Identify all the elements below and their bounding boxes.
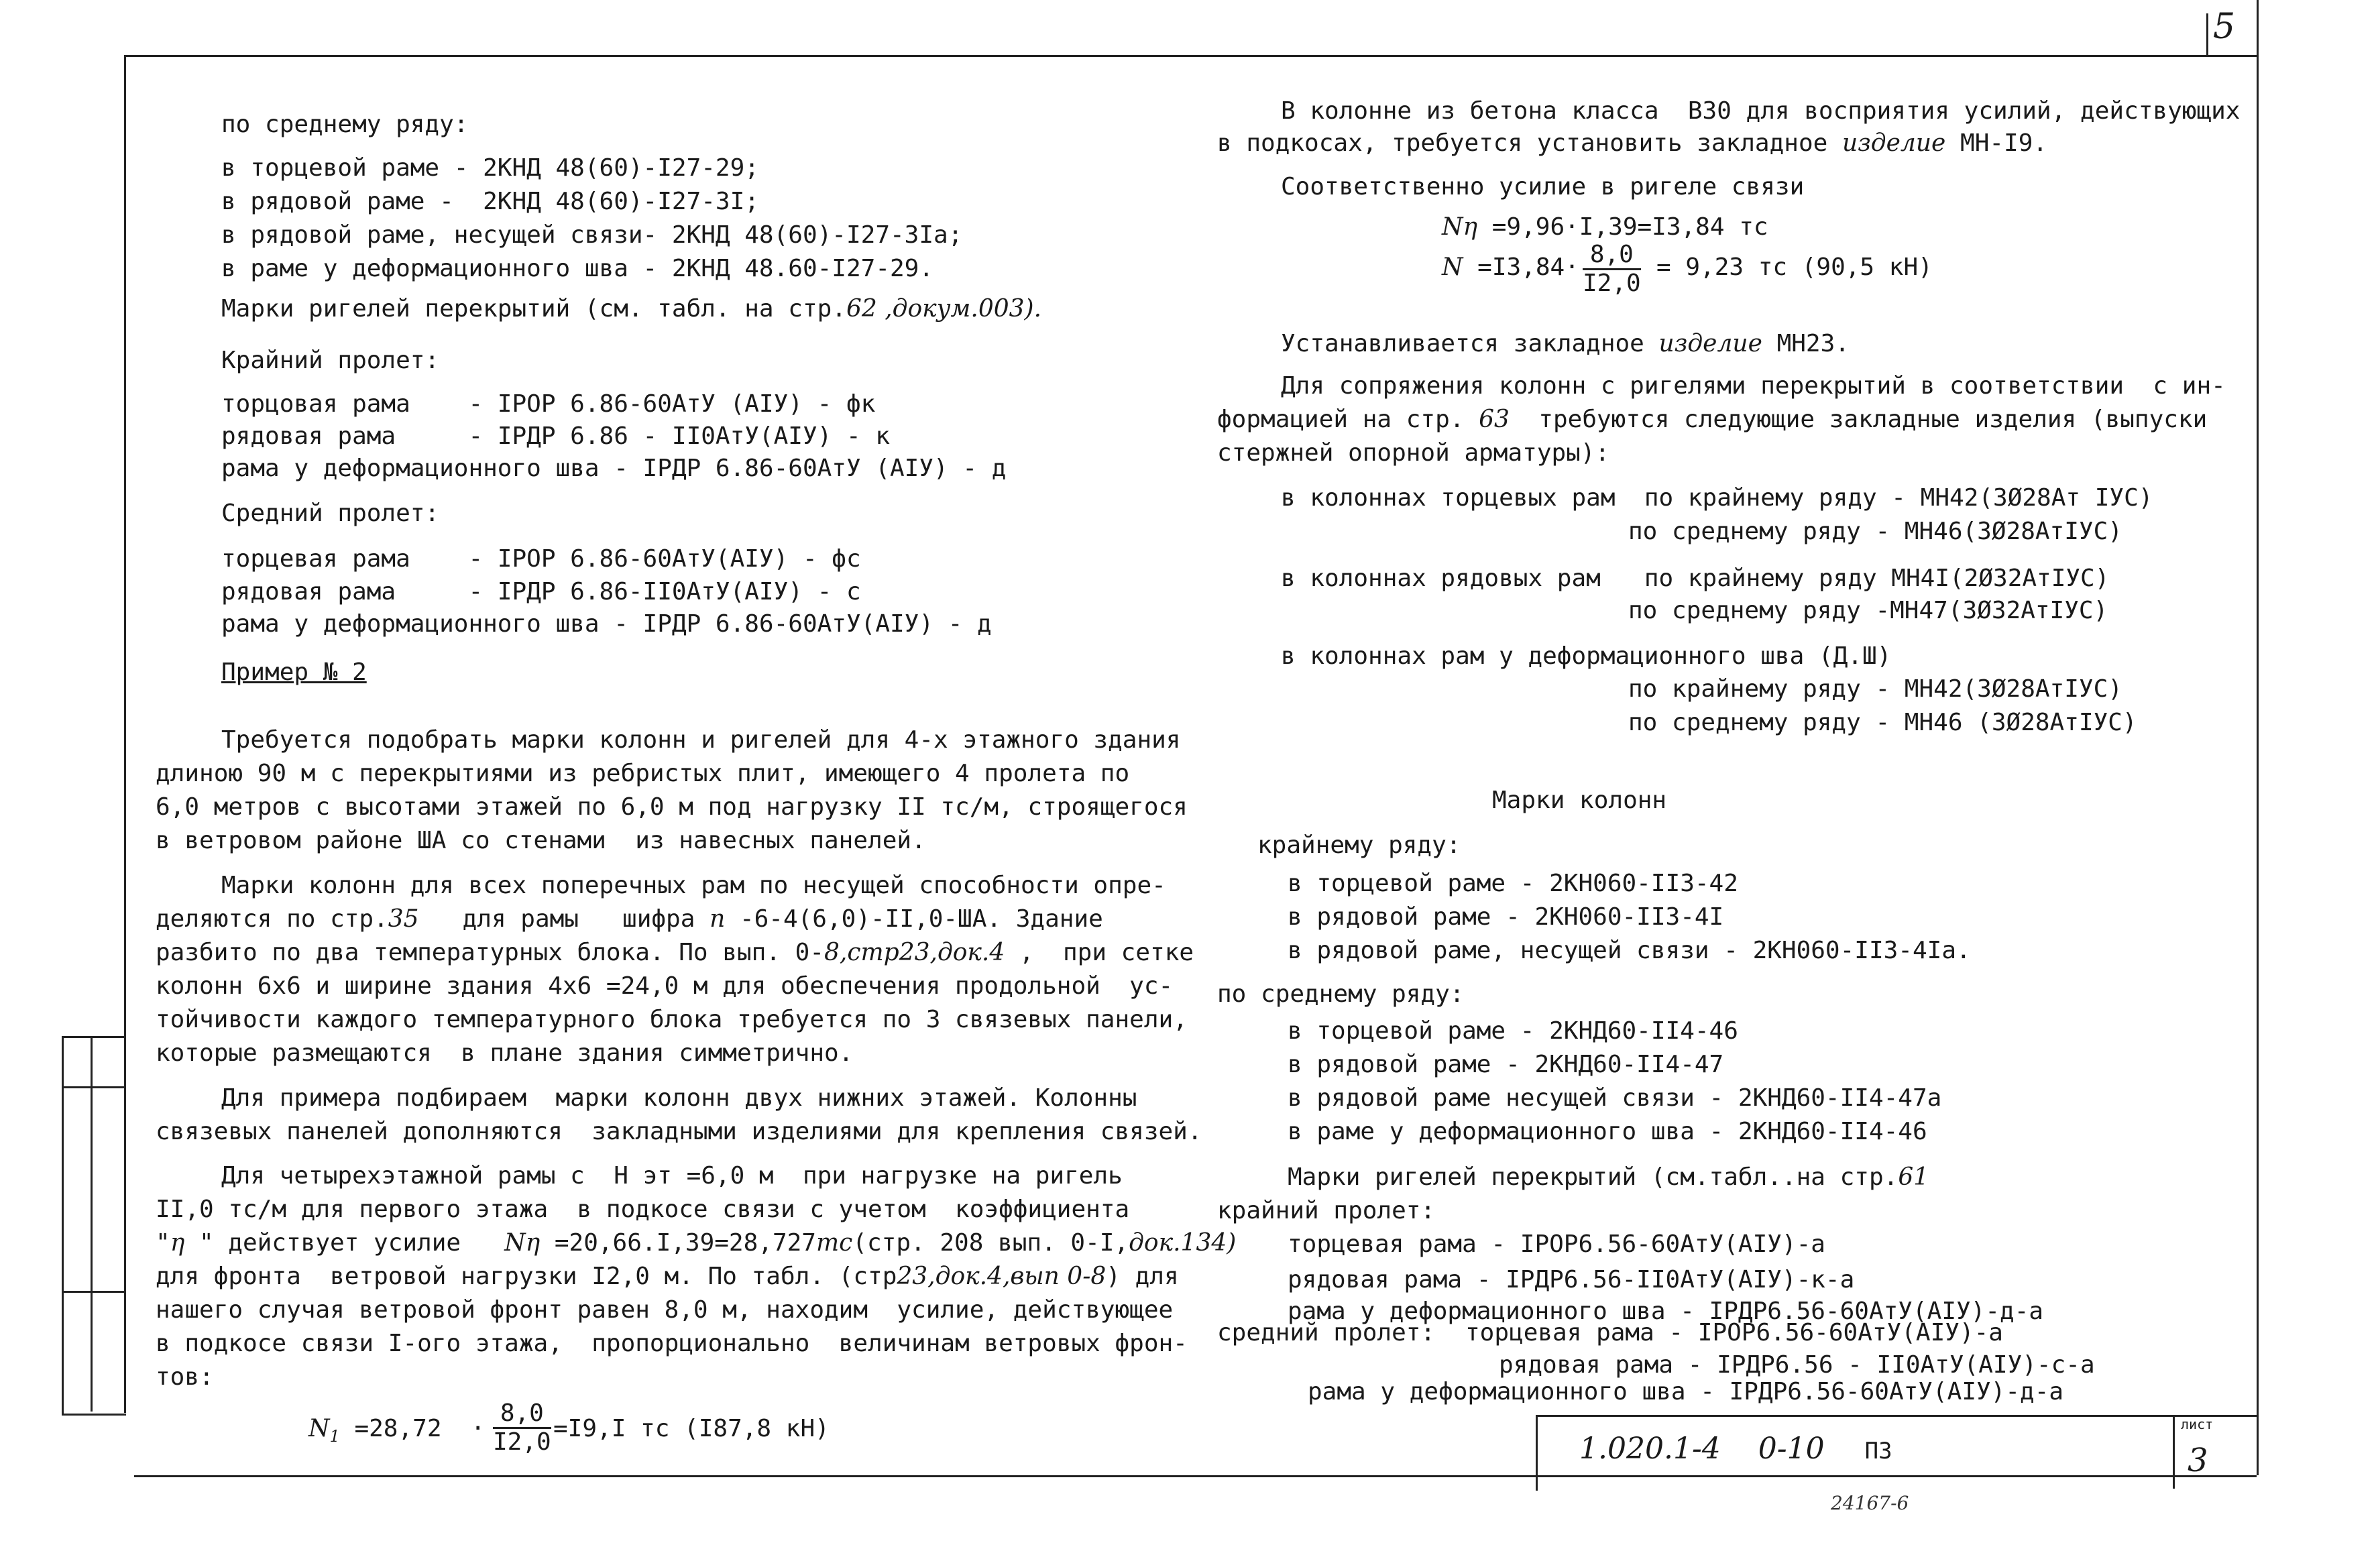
- text-line: [1288, 1163, 1929, 1192]
- text-line: по среднему ряду - МН46 (3Ø28АтIУС): [1628, 709, 2137, 736]
- document-type: ПЗ: [1864, 1438, 1892, 1464]
- text-line: средний пролет:: [1217, 1319, 1436, 1346]
- text-line: по среднему ряду - МН46(3Ø28АтIУС): [1628, 518, 2122, 545]
- fraction-numerator: 8,0: [493, 1400, 551, 1429]
- text-line: по среднему ряду:: [221, 111, 469, 138]
- text-line: в раме у деформационного шва - 2КНД 48.60-I27-29.: [221, 255, 934, 282]
- text-line: по среднему ряду:: [1217, 980, 1465, 1008]
- text-line: В колонне из бетона класса В30 для восприятия усилий, действующих: [1281, 97, 2241, 125]
- handwritten-note: 62 ,докум.003).: [846, 295, 1042, 323]
- text-line: Требуется подобрать марки колонн и ригелей для 4-х этажного здания: [221, 726, 1181, 754]
- formula-symbol: N: [1442, 253, 1463, 281]
- text-line: [156, 939, 1194, 967]
- text-line: рядовая рама - IРДР6.56-II0АтУ(АIУ)-к-а: [1288, 1266, 1855, 1294]
- text-fragment: ": [156, 1229, 170, 1257]
- text-line: крайнему ряду:: [1257, 831, 1461, 859]
- section-heading: Крайний пролет:: [221, 347, 440, 374]
- text-line: связевых панелей дополняются закладными изделиями для крепления связей.: [156, 1118, 1202, 1145]
- text-line: колонн 6х6 и ширине здания 4х6 =24,0 м для обеспечения продольной ус-: [156, 972, 1174, 1000]
- formula-symbol: N: [308, 1415, 330, 1442]
- formula-n: [1442, 253, 1579, 282]
- text-line: в подкосе связи I-ого этажа, пропорционально величинам ветровых фрон-: [156, 1330, 1188, 1357]
- formula-n-eta: [1442, 213, 1768, 241]
- text-line: Для четырехэтажной рамы с Н эт =6,0 м при нагрузке на ригель: [221, 1162, 1123, 1190]
- formula-text: =28,72 ·: [339, 1415, 486, 1442]
- text-line: в раме у деформационного шва - 2КНД60-II4-46: [1288, 1118, 1927, 1145]
- text-line: Для примера подбираем марки колонн двух нижних этажей. Колонны: [221, 1084, 1137, 1112]
- frame-border-right: [2257, 0, 2259, 1475]
- document-code-text: 1.020.1-4 0-10: [1579, 1432, 1825, 1466]
- text-line: рама у деформационного шва - IРДР6.56-60АтУ(АIУ)-д-а: [1308, 1378, 2064, 1405]
- text-line: рядовая рама - IРДР6.56 - II0АтУ(АIУ)-с-а: [1499, 1351, 2095, 1379]
- section-heading: Марки колонн: [1492, 787, 1667, 814]
- text-line: стержней опорной арматуры):: [1217, 439, 1610, 467]
- text-fragment: ) для: [1106, 1263, 1179, 1290]
- handwritten-note: тс: [815, 1229, 853, 1257]
- sheet-label: лист: [2181, 1416, 2214, 1432]
- text-line: в рядовой раме - 2КН060-II3-4I: [1288, 903, 1724, 931]
- text-line: торцовая рама - IРОР 6.86-60АтУ (АIУ) - фк: [221, 390, 876, 418]
- text-line: в колоннах торцевых рам по крайнему ряду - МН42(3Ø28Ат IУС): [1281, 484, 2153, 512]
- handwritten-note: 23,док.4,вып 0-8: [897, 1263, 1107, 1290]
- section-heading: Средний пролет:: [221, 500, 440, 527]
- fraction-numerator: 8,0: [1583, 241, 1641, 270]
- frame-border-top: [124, 55, 2257, 57]
- text-line: рама у деформационного шва - IРДР 6.86-60АтУ(АIУ) - д: [221, 610, 992, 638]
- text-line: рядовая рама - IРДР 6.86-II0АтУ(АIУ) - с: [221, 578, 861, 606]
- text-fragment: в подкосах, требуется установить закладное: [1217, 129, 1842, 157]
- text-line: по крайнему ряду - МН42(3Ø28АтIУС): [1628, 675, 2122, 703]
- formula-n-fraction: [1583, 241, 1641, 297]
- handwritten-symbol: η: [170, 1229, 185, 1257]
- text-line: 6,0 метров с высотами этажей по 6,0 м под нагрузку II тс/м, строящегося: [156, 793, 1188, 821]
- text-line: Марки колонн для всех поперечных рам по несущей способности опре-: [221, 872, 1166, 899]
- text-line: торцевая рама - IРОР 6.86-60АтУ(АIУ) - фс: [221, 545, 861, 573]
- text-line: [156, 1229, 1236, 1257]
- side-binding-rule: [62, 1291, 124, 1293]
- formula-text: =I9,I тс (I87,8 кН): [553, 1415, 830, 1442]
- text-line: длиною 90 м с перекрытиями из ребристых плит, имеющего 4 пролета по: [156, 760, 1130, 787]
- handwritten-note: 61: [1898, 1163, 1929, 1191]
- formula-subscript: 1: [329, 1427, 340, 1446]
- text-line: по среднему ряду -МН47(3Ø32АтIУС): [1628, 597, 2108, 624]
- text-line: крайний пролет:: [1217, 1197, 1436, 1224]
- text-line: тов:: [156, 1363, 214, 1391]
- text-fragment: Марки ригелей перекрытий (см.табл..на стр.: [1288, 1163, 1899, 1191]
- document-code: [1579, 1432, 1892, 1466]
- handwritten-note: 8,стр23,док.4: [824, 939, 1005, 966]
- text-line: в рядовой раме, несущей связи - 2КН060-II3-4Iа.: [1288, 937, 1971, 964]
- archive-number: 24167-6: [1831, 1492, 1909, 1514]
- corner-divider: [2206, 13, 2208, 55]
- text-line: в колоннах рядовых рам по крайнему ряду МН4I(2Ø32АтIУС): [1281, 565, 2110, 592]
- text-line: II,0 тс/м для первого этажа в подкосе связи с учетом коэффициента: [156, 1196, 1130, 1223]
- text-fragment: для фронта ветровой нагрузки I2,0 м. По табл. (стр: [156, 1263, 897, 1290]
- text-fragment: МН23.: [1762, 330, 1850, 357]
- text-fragment: =20,66.I,39=28,727: [540, 1229, 816, 1257]
- text-line: [156, 905, 1103, 933]
- side-binding-divider: [91, 1036, 93, 1412]
- text-fragment: -6-4(6,0)-II,0-ША. Здание: [725, 905, 1103, 933]
- fraction-denominator: I2,0: [493, 1428, 551, 1456]
- text-line: тойчивости каждого температурного блока требуется по 3 связевых панели,: [156, 1006, 1188, 1033]
- handwritten-note: изделие: [1658, 330, 1762, 357]
- formula-text: =I3,84·: [1463, 253, 1579, 281]
- sheet-number: 3: [2188, 1442, 2208, 1479]
- formula-n1-fraction: [493, 1400, 551, 1456]
- text-line: в торцевой раме - 2КН060-II3-42: [1288, 870, 1738, 897]
- text-line: Соответственно усилие в ригеле связи: [1281, 173, 1805, 200]
- text-fragment: разбито по два температурных блока. По вып. 0-: [156, 939, 824, 966]
- fraction-denominator: I2,0: [1583, 270, 1641, 297]
- text-line: [1217, 129, 2047, 158]
- text-fragment: , при сетке: [1005, 939, 1194, 966]
- example-heading: Пример № 2: [221, 658, 367, 686]
- text-line: рядовая рама - IРДР 6.86 - II0АтУ(АIУ) - к: [221, 422, 890, 450]
- text-fragment: требуются следующие закладные изделия (выпуски: [1509, 406, 2208, 433]
- text-line: в рядовой раме - 2КНД60-II4-47: [1288, 1051, 1724, 1078]
- text-fragment: для рамы шифра: [418, 905, 710, 933]
- text-line: в ветровом районе ША со стенами из навесных панелей.: [156, 827, 926, 854]
- text-fragment: (стр. 208 вып. 0-I,: [852, 1229, 1129, 1257]
- text-fragment: " действует усилие: [184, 1229, 505, 1257]
- text-line: нашего случая ветровой фронт равен 8,0 м, находим усилие, действующее: [156, 1296, 1174, 1324]
- handwritten-note: док.134): [1129, 1229, 1237, 1257]
- text-line: в рядовой раме - 2КНД 48(60)-I27-3I;: [221, 188, 759, 215]
- handwritten-note: п: [710, 905, 726, 933]
- text-line: в колоннах рам у деформационного шва (Д.Ш): [1281, 642, 1892, 670]
- formula-n1: [308, 1415, 486, 1450]
- text-line: [1217, 406, 2207, 434]
- handwritten-symbol: Nη: [504, 1229, 541, 1257]
- text-line: торцевая рама - IРОР6.56-60АтУ(АIУ)-а: [1288, 1230, 1825, 1258]
- text-line: в рядовой раме несущей связи - 2КНД60-II4-47а: [1288, 1084, 1942, 1112]
- formula-symbol: Nη: [1442, 213, 1478, 241]
- text-line: в торцевой раме - 2КНД60-II4-46: [1288, 1017, 1738, 1045]
- text-fragment: деляются по стр.: [156, 905, 388, 933]
- sheet-corner-number: 5: [2213, 7, 2236, 47]
- text-line: [1281, 330, 1850, 358]
- text-fragment: МН-I9.: [1945, 129, 2048, 157]
- text-line: рама у деформационного шва - IРДР 6.86-60АтУ (АIУ) - д: [221, 455, 1007, 482]
- text-fragment: Устанавливается закладное: [1281, 330, 1659, 357]
- side-binding-box: [62, 1036, 126, 1416]
- text-line: Для сопряжения колонн с ригелями перекрытий в соответствии с ин-: [1281, 372, 2226, 400]
- text-line: торцевая рама - IРОР6.56-60АтУ(АIУ)-а: [1465, 1319, 2003, 1346]
- text-line: [221, 295, 1041, 323]
- handwritten-note: 63: [1479, 406, 1510, 433]
- text-fragment: формацией на стр.: [1217, 406, 1479, 433]
- text-line: рама у деформационного шва - IРДР6.56-60АтУ(АIУ)-д-а: [1288, 1298, 2044, 1325]
- text-line: в торцевой раме - 2КНД 48(60)-I27-29;: [221, 154, 759, 182]
- text-line: которые размещаются в плане здания симметрично.: [156, 1039, 854, 1067]
- formula-text: =9,96·I,39=I3,84 тс: [1477, 213, 1768, 241]
- text-fragment: Марки ригелей перекрытий (см. табл. на стр.: [221, 295, 846, 323]
- text-line: [156, 1263, 1179, 1291]
- text-line: в рядовой раме, несущей связи- 2КНД 48(60)-I27-3Iа;: [221, 221, 963, 249]
- side-binding-rule: [62, 1086, 124, 1088]
- formula-text: = 9,23 тс (90,5 кН): [1656, 253, 1933, 281]
- handwritten-note: изделие: [1841, 129, 1946, 157]
- handwritten-note: 35: [388, 905, 419, 933]
